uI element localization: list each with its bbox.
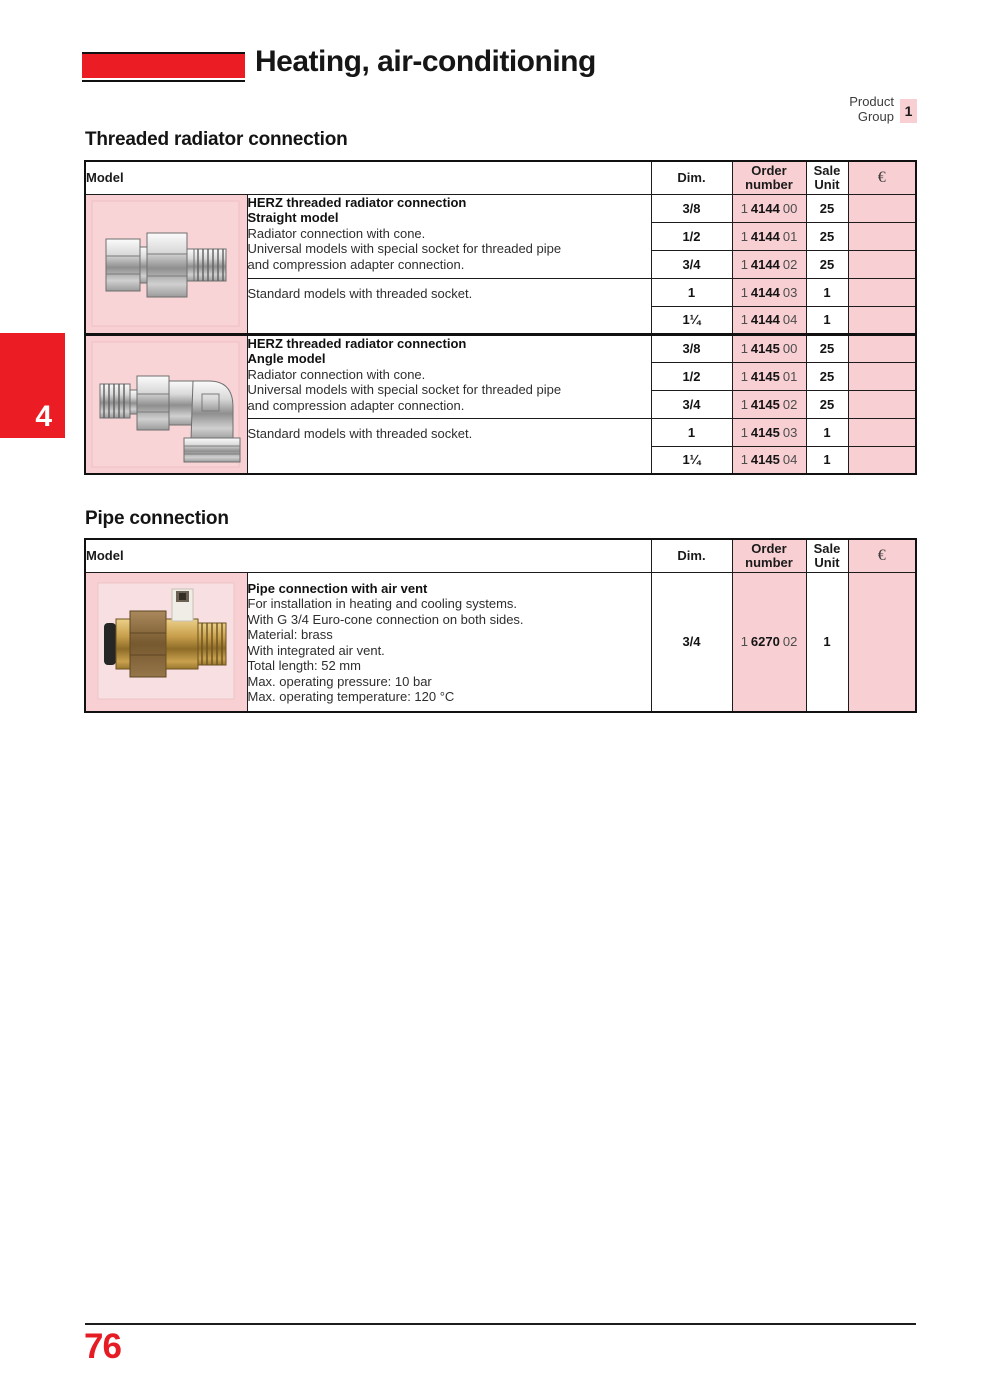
order-number-cell: 1 4144 00 [732, 194, 806, 222]
dim-cell: 1¼ [651, 306, 732, 334]
dim-cell: 3/8 [651, 194, 732, 222]
price-cell [848, 572, 916, 712]
column-header-dim: Dim. [651, 161, 732, 194]
order-number-cell: 1 4145 02 [732, 390, 806, 418]
product-desc-line: Total length: 52 mm [247, 658, 361, 673]
price-cell [848, 390, 916, 418]
order-number-cell: 1 4145 01 [732, 362, 806, 390]
table-header-row [85, 161, 916, 194]
price-cell [848, 306, 916, 334]
order-number-cell: 1 4144 02 [732, 250, 806, 278]
sale-unit-cell: 25 [806, 222, 848, 250]
product-title: HERZ threaded radiator connection [247, 194, 467, 210]
product-title: HERZ threaded radiator connection [247, 335, 467, 351]
euro-icon: € [877, 168, 886, 186]
table-row [85, 572, 916, 712]
dim-cell: 3/4 [651, 390, 732, 418]
section-heading-pipe-connection: Pipe connection [85, 508, 229, 529]
product-description [247, 194, 651, 278]
sale-unit-cell: 1 [806, 278, 848, 306]
column-header-euro [848, 539, 916, 572]
angle-fitting-image [85, 334, 247, 474]
product-desc-line: and compression adapter connection. [247, 256, 465, 272]
section-heading-threaded-radiator-connection: Threaded radiator connection [85, 129, 348, 150]
product-desc-line: Universal models with special socket for threaded pipe [247, 382, 562, 397]
brand-red-bar [82, 52, 245, 78]
price-cell [848, 222, 916, 250]
angle-fitting-illustration [86, 336, 245, 473]
page-number: 76 [84, 1327, 121, 1366]
sale-unit-cell: 25 [806, 362, 848, 390]
table-row [85, 334, 916, 362]
column-header-model: Model [85, 539, 651, 572]
dim-cell: 1/2 [651, 362, 732, 390]
product-desc-line: Max. operating temperature: 120 °C [247, 689, 455, 704]
order-number-cell: 1 4144 03 [732, 278, 806, 306]
page-title: Heating, air-conditioning [255, 45, 596, 78]
dim-cell: 3/4 [651, 250, 732, 278]
price-cell [848, 278, 916, 306]
product-desc-line: Radiator connection with cone. [247, 225, 426, 241]
product-desc-line: Max. operating pressure: 10 bar [247, 673, 432, 689]
product-subtitle: Angle model [247, 351, 326, 366]
column-header-order-number: Order number [732, 161, 806, 194]
dim-cell: 3/8 [651, 334, 732, 362]
price-cell [848, 250, 916, 278]
sale-unit-cell: 1 [806, 446, 848, 474]
product-group-badge: 1 [900, 99, 917, 123]
sale-unit-cell: 25 [806, 250, 848, 278]
column-header-sale-unit: Sale Unit [806, 539, 848, 572]
product-subtitle: Straight model [247, 210, 339, 225]
order-number-cell: 1 4144 01 [732, 222, 806, 250]
product-description [247, 572, 651, 712]
column-header-dim: Dim. [651, 539, 732, 572]
chapter-tab [0, 333, 65, 438]
product-desc-line: Universal models with special socket for threaded pipe [247, 241, 562, 256]
red-bar-underline [82, 80, 245, 82]
product-desc-line: With integrated air vent. [247, 642, 385, 658]
dim-cell: 1 [651, 418, 732, 446]
order-number-cell: 1 4144 04 [732, 306, 806, 334]
dim-cell: 1/2 [651, 222, 732, 250]
sale-unit-cell: 1 [806, 572, 848, 712]
chapter-tab-number: 4 [35, 400, 52, 433]
euro-icon: € [877, 546, 886, 564]
footer-divider [85, 1323, 916, 1325]
price-cell [848, 194, 916, 222]
straight-fitting-image [85, 194, 247, 334]
product-description [247, 334, 651, 418]
dim-cell: 1 [651, 278, 732, 306]
dim-cell: 1¼ [651, 446, 732, 474]
product-desc-line: With G 3/4 Euro-cone connection on both sides. [247, 611, 524, 627]
product-note: Standard models with threaded socket. [247, 278, 651, 334]
order-number-cell: 1 4145 00 [732, 334, 806, 362]
pipe-connection-table [84, 538, 917, 713]
price-cell [848, 418, 916, 446]
product-title: Pipe connection with air vent [247, 580, 428, 596]
sale-unit-cell: 25 [806, 194, 848, 222]
table-row [85, 194, 916, 222]
order-number-cell: 1 6270 02 [732, 572, 806, 712]
sale-unit-cell: 25 [806, 334, 848, 362]
sale-unit-cell: 25 [806, 390, 848, 418]
order-number-cell: 1 4145 03 [732, 418, 806, 446]
column-header-euro [848, 161, 916, 194]
column-header-sale-unit: Sale Unit [806, 161, 848, 194]
air-vent-fitting-illustration [86, 573, 245, 710]
price-cell [848, 446, 916, 474]
price-cell [848, 334, 916, 362]
column-header-order-number: Order number [732, 539, 806, 572]
product-desc-line: For installation in heating and cooling systems. [247, 596, 518, 611]
product-desc-line: and compression adapter connection. [247, 397, 465, 413]
column-header-model: Model [85, 161, 651, 194]
dim-cell: 3/4 [651, 572, 732, 712]
product-group-label [820, 94, 894, 124]
table-header-row [85, 539, 916, 572]
product-note: Standard models with threaded socket. [247, 418, 651, 474]
order-number-cell: 1 4145 04 [732, 446, 806, 474]
sale-unit-cell: 1 [806, 418, 848, 446]
product-group-label-line1: Product [849, 94, 894, 109]
product-desc-line: Material: brass [247, 627, 333, 642]
product-group-label-line2: Group [857, 109, 894, 124]
sale-unit-cell: 1 [806, 306, 848, 334]
price-cell [848, 362, 916, 390]
threaded-radiator-connection-table [84, 160, 917, 475]
air-vent-fitting-image [85, 572, 247, 712]
product-desc-line: Radiator connection with cone. [247, 366, 426, 382]
straight-fitting-illustration [86, 195, 245, 332]
